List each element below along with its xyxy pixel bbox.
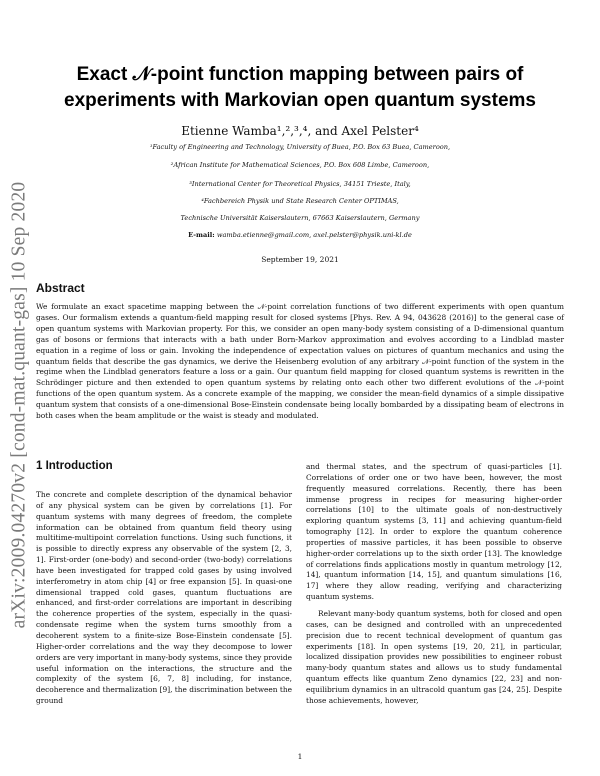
- abstract-heading: Abstract: [36, 281, 85, 295]
- intro-paragraph-1: The concrete and complete description of the dynamical behavior of any physical system can be given by correlations [1]. For quantum systems with many degrees of freedom, the complete information can be obtained from quantum field theory using multitime-multipoint correlation functions. Using such functions, it is possible to directly express any observable of the system [2, 3, 1]. First-order (one-body) and second-order (two-body) correlations have been investigated for trapped cold gases by using involved interferometry in atom chip [4] or free expansion [5]. In quasi-one dimensional trapped cold gases, quantum fluctuations are enhanced, and first-order correlations are important in describing the coherence properties of the system, especially in the quasi-condensate regime when the system turns smoothly from a decoherent system to a finite-size Bose-Einstein condensate [5]. Higher-order correlations and the way they decompose to lower orders are very important in many-body systems, since they provide useful information on the interactions, the structure and the complexity of the system [6, 7, 8] including, for instance, decoherence and thermalization [9], the discrimination between the ground: [36, 490, 292, 706]
- left-column: [36, 490, 292, 707]
- arxiv-identifier: arXiv:2009.04270v2 [cond-mat.quant-gas] 10 Sep 2020: [8, 181, 30, 629]
- author-list: Etienne Wamba¹,²,³,⁴, and Axel Pelster⁴: [181, 124, 419, 138]
- affiliation-4: ⁴Fachbereich Physik und State Research Center OPTIMAS,: [201, 197, 399, 205]
- right-column: [306, 462, 562, 707]
- title-line-1: Exact 𝒩-point function mapping between pairs of: [76, 64, 524, 85]
- intro-paragraph-1-continued: and thermal states, and the spectrum of quasi-particles [1]. Correlations of order one or two have been, however, the most frequently measured correlations. Recently, there has been immense progress in recipes for measuring higher-order correlations [10] to the ultimate goals of non-destructively exploring quantum systems [3, 11] and achieving quantum-field tomography [12]. In order to explore the quantum coherence properties of massive particles, it has been possible to observe higher-order correlations up to the sixth order [13]. The knowledge of correlations finds applications mostly in quantum metrology [12, 14], quantum information [14, 15], and quantum simulations [16, 17] where they allow reading, verifying and characterizing quantum systems.: [306, 462, 562, 602]
- affiliation-2: ²African Institute for Mathematical Sciences, P.O. Box 608 Limbe, Cameroon,: [170, 161, 430, 169]
- contact-email: [60, 231, 540, 240]
- affiliation-3: ³International Center for Theoretical Physics, 34151 Trieste, Italy,: [189, 180, 411, 188]
- paper-title: [60, 62, 540, 114]
- email-addresses: wamba.etienne@gmail.com, axel.pelster@physik.uni-kl.de: [216, 231, 412, 239]
- intro-paragraph-2: Relevant many-body quantum systems, both for closed and open cases, can be designed and controlled with an unprecedented precision due to recent technical development of quantum gas experiments [18]. In open systems [19, 20, 21], in particular, localized dissipation provides new possibilities to engineer robust many-body quantum states and allows us to study fundamental quantum effects like quantum Zeno dynamics [22, 23] and non-equilibrium dynamics in an ultracold quantum gas [24, 25]. Despite those achievements, however,: [306, 608, 562, 705]
- abstract-text: We formulate an exact spacetime mapping between the 𝒩-point correlation functions of two different experiments with open quantum gases. Our formalism extends a quantum-field mapping result for closed systems [Phys. Rev. A 94, 043628 (2016)] to the general case of open quantum systems with Markovian property. For this, we consider an open many-body system consisting of a D-dimensional quantum gas of bosons or fermions that interacts with a bath under Born-Markov approximation and evolves according to a Lindblad master equation in a regime of loss or gain. Invoking the independence of expectation values on pictures of quantum mechanics and using the quantum fields that describe the gas dynamics, we derive the Heisenberg evolution of any arbitrary 𝒩-point function of the system in the regime when the Lindblad generators feature a loss or a gain. Our quantum field mapping for closed quantum systems is rewritten in the Schrödinger picture and then extended to open quantum systems by relating onto each other two different evolutions of the 𝒩-point functions of the open quantum system. As a concrete example of the mapping, we consider the mean-field dynamics of a simple dissipative quantum system that consists of a one-dimensional Bose-Einstein condensate being locally bombarded by a dissipating beam of electrons in both cases when the beam amplitude or the waist is steady and modulated.: [36, 302, 564, 421]
- affiliation-4-continued: Technische Universität Kaiserslautern, 67663 Kaiserslautern, Germany: [180, 214, 420, 222]
- page-number: 1: [297, 752, 303, 761]
- paper-date: September 19, 2021: [261, 255, 339, 264]
- arxiv-stamp: [2, 180, 36, 630]
- title-line-2: experiments with Markovian open quantum systems: [64, 90, 536, 111]
- introduction-heading: 1 Introduction: [36, 460, 113, 472]
- email-label: E-mail:: [188, 231, 215, 239]
- affiliation-1: ¹Faculty of Engineering and Technology, University of Buea, P.O. Box 63 Buea, Cameroon,: [149, 143, 451, 151]
